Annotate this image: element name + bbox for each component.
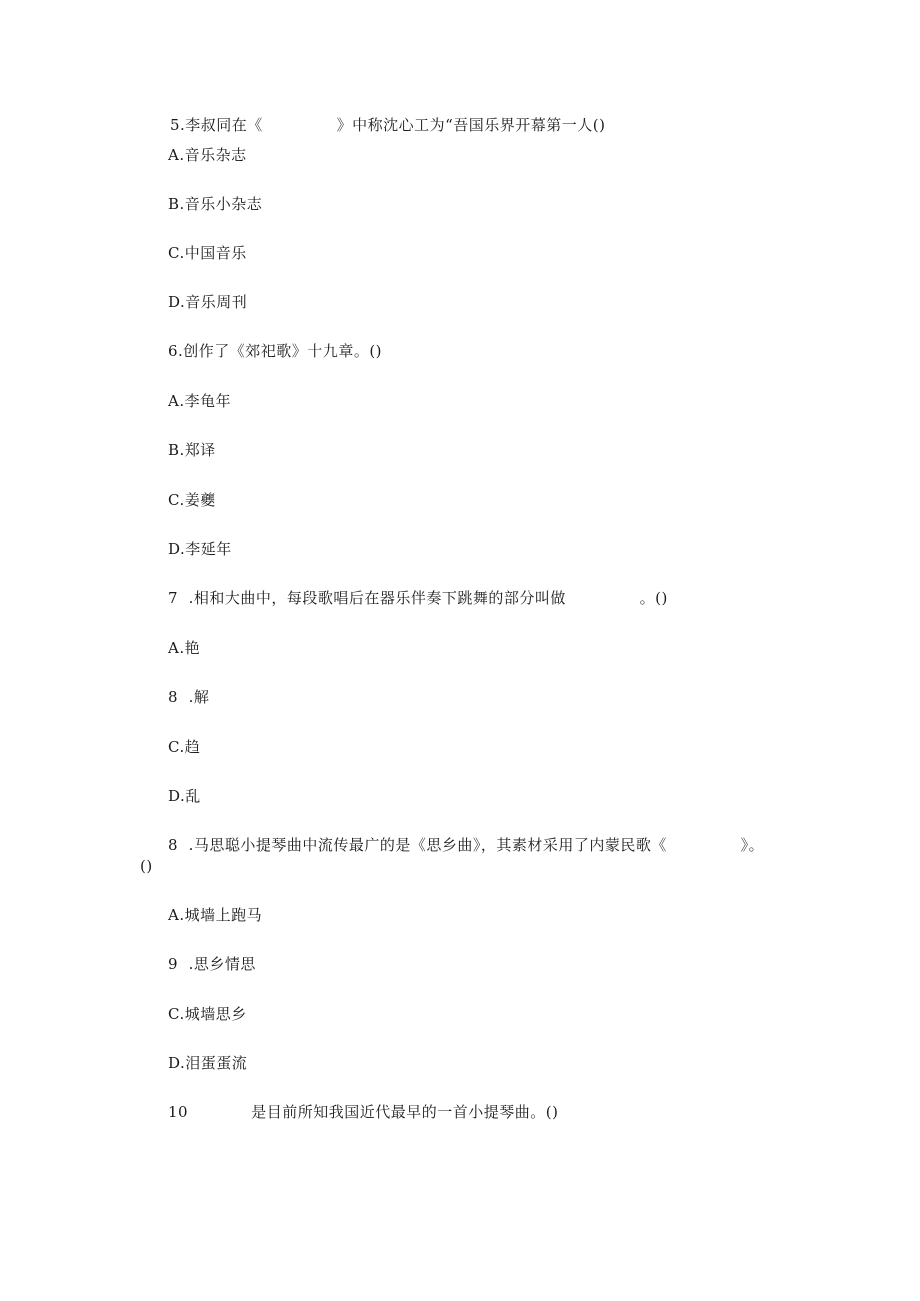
question-5-option-a: A.音乐杂志 <box>168 146 247 164</box>
question-6-option-c: C.姜夔 <box>168 491 216 509</box>
question-6-option-a: A.李龟年 <box>168 392 232 410</box>
question-8-option-a: A.城墙上跑马 <box>168 906 263 924</box>
question-6-option-b: B.郑译 <box>168 441 216 459</box>
question-7-option-b: 8 .解 <box>168 688 210 706</box>
question-5-option-d: D.音乐周刊 <box>168 293 248 311</box>
question-8-option-b: 9 .思乡情思 <box>168 955 256 973</box>
question-10-stem: 10 是目前所知我国近代最早的一首小提琴曲。() <box>168 1103 559 1121</box>
question-8-option-c: C.城墙思乡 <box>168 1005 247 1023</box>
question-6-stem: 6.创作了《郊祀歌》十九章。() <box>168 342 383 360</box>
question-7-stem: 7 .相和大曲中，每段歌唱后在器乐伴奏下跳舞的部分叫做 。() <box>168 589 668 607</box>
question-5-stem: 5.李叔同在《 》中称沈心工为“吾国乐界开幕第一人() <box>170 116 606 134</box>
question-8-stem-continuation: () <box>140 857 153 875</box>
question-8-stem: 8 .马思聪小提琴曲中流传最广的是《思乡曲》，其素材采用了内蒙民歌《 》。 <box>168 836 765 854</box>
question-7-option-d: D.乱 <box>168 787 201 805</box>
question-6-option-d: D.李延年 <box>168 540 232 558</box>
question-5-option-c: C.中国音乐 <box>168 244 247 262</box>
question-8-option-d: D.泪蛋蛋流 <box>168 1054 248 1072</box>
question-7-option-c: C.趋 <box>168 738 201 756</box>
question-5-option-b: B.音乐小杂志 <box>168 195 263 213</box>
question-7-option-a: A.艳 <box>168 639 201 657</box>
